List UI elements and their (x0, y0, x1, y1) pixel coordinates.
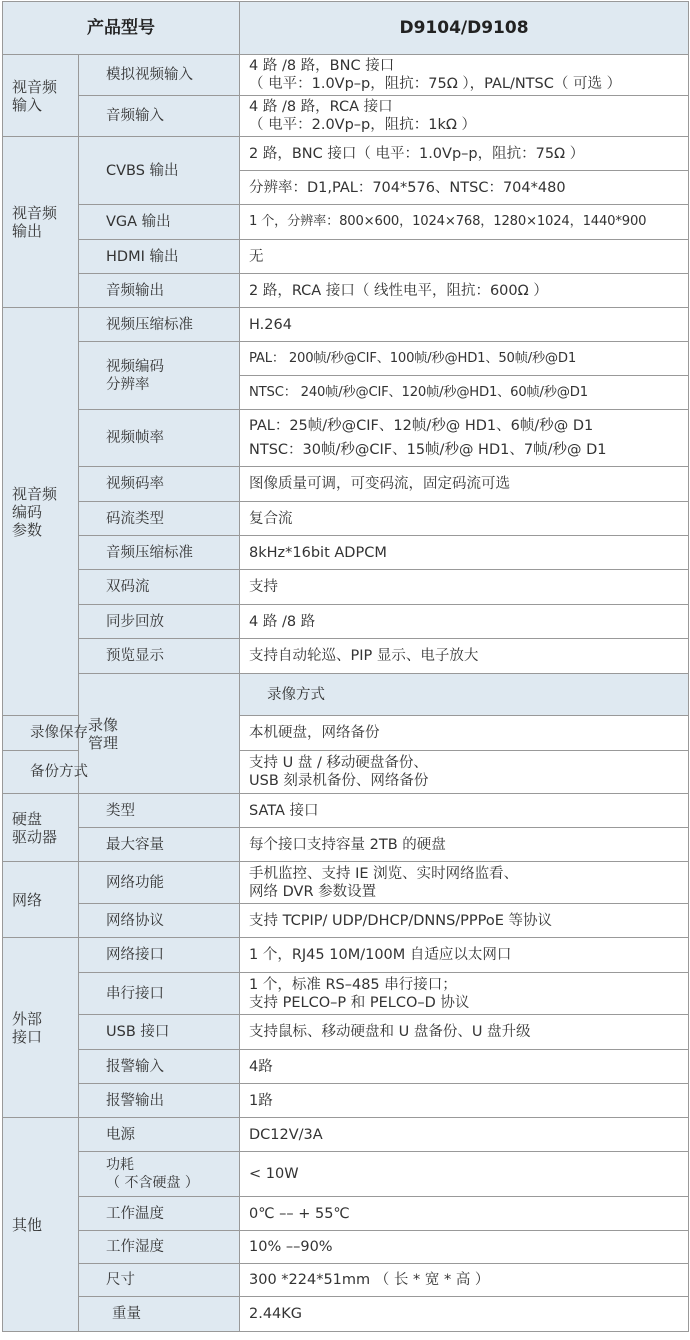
table-row (3, 674, 689, 716)
category-interfaces: 外部 接口 (3, 938, 79, 1118)
table-row (3, 308, 689, 342)
table-row (3, 1197, 689, 1231)
value-weight: 2.44KG (240, 1297, 689, 1332)
value-network-function: 手机监控、支持 IE 浏览、实时网络监看、 网络 DVR 参数设置 (240, 862, 689, 904)
value-humidity: 10% ––90% (240, 1231, 689, 1264)
category-av-output: 视音频 输出 (3, 137, 79, 308)
value-consumption: < 10W (240, 1152, 689, 1197)
table-row (3, 205, 689, 240)
param-sync-playback: 同步回放 (79, 605, 240, 639)
param-network-protocol: 网络协议 (79, 904, 240, 938)
param-power: 电源 (79, 1118, 240, 1152)
param-bitrate: 视频码率 (79, 467, 240, 502)
value-resolution-pal: PAL： 200帧/秒@CIF、100帧/秒@HD1、50帧/秒@D1 (240, 342, 689, 376)
value-audio-compression: 8kHz*16bit ADPCM (240, 536, 689, 570)
table-row (3, 1084, 689, 1118)
value-usb-port: 支持鼠标、移动硬盘和 U 盘备份、U 盘升级 (240, 1015, 689, 1050)
table-row (3, 274, 689, 308)
value-size: 300 *224*51mm （ 长 * 宽 * 高 ） (240, 1264, 689, 1297)
table-row (3, 1297, 689, 1332)
table-row (3, 1231, 689, 1264)
param-hdmi: HDMI 输出 (79, 240, 240, 274)
param-vga: VGA 输出 (79, 205, 240, 240)
param-cvbs: CVBS 输出 (79, 137, 240, 205)
table-row (3, 240, 689, 274)
param-consumption: 功耗 （ 不含硬盘 ） (79, 1152, 240, 1197)
table-row (3, 938, 689, 973)
category-av-input: 视音频 输入 (3, 55, 79, 137)
param-record-storage: 录像保存 (3, 716, 79, 751)
value-cvbs-b: 分辨率：D1,PAL：704*576、NTSC：704*480 (240, 171, 689, 205)
header-row (3, 2, 689, 55)
value-vga: 1 个，分辨率：800×600，1024×768，1280×1024，1440*900 (240, 205, 689, 240)
value-bitrate: 图像质量可调，可变码流，固定码流可选 (240, 467, 689, 502)
param-alarm-out: 报警输出 (79, 1084, 240, 1118)
param-preview: 预览显示 (79, 639, 240, 674)
value-audio-output: 2 路，RCA 接口（ 线性电平，阻抗：600Ω ） (240, 274, 689, 308)
param-alarm-in: 报警输入 (79, 1050, 240, 1084)
param-resolution: 视频编码 分辨率 (79, 342, 240, 410)
spec-table (2, 1, 689, 1332)
param-backup: 备份方式 (3, 751, 79, 794)
value-network-protocol: 支持 TCPIP/ UDP/DHCP/DNNS/PPPoE 等协议 (240, 904, 689, 938)
model-value: D9104/D9108 (240, 2, 689, 55)
param-video-input: 模拟视频输入 (79, 55, 240, 96)
value-compression: H.264 (240, 308, 689, 342)
table-row (3, 1015, 689, 1050)
param-network-port: 网络接口 (79, 938, 240, 973)
param-weight: 重量 (79, 1297, 240, 1332)
table-row (3, 1050, 689, 1084)
table-row (3, 467, 689, 502)
table-row (3, 1264, 689, 1297)
category-recording: 录像 管理 (79, 674, 240, 794)
table-row (3, 536, 689, 570)
table-row (3, 794, 689, 828)
param-hdd-capacity: 最大容量 (79, 828, 240, 862)
value-temperature: 0℃ –– + 55℃ (240, 1197, 689, 1231)
category-network: 网络 (3, 862, 79, 938)
table-row (3, 828, 689, 862)
value-preview: 支持自动轮巡、PIP 显示、电子放大 (240, 639, 689, 674)
table-row (3, 605, 689, 639)
table-row (3, 502, 689, 536)
value-record-storage: 本机硬盘，网络备份 (240, 716, 689, 751)
table-row (3, 904, 689, 938)
value-cvbs-a: 2 路，BNC 接口（ 电平：1.0Vp–p，阻抗：75Ω ） (240, 137, 689, 171)
value-stream-type: 复合流 (240, 502, 689, 536)
value-alarm-in: 4路 (240, 1050, 689, 1084)
table-row (3, 639, 689, 674)
category-encoding: 视音频 编码 参数 (3, 308, 79, 716)
value-serial-port: 1 个，标准 RS–485 串行接口； 支持 PELCO–P 和 PELCO–D 协议 (240, 973, 689, 1015)
value-video-input: 4 路 /8 路，BNC 接口 （ 电平：1.0Vp–p，阻抗：75Ω ），PAL/NTSC（ 可选 ） (240, 55, 689, 96)
table-row (3, 342, 689, 376)
value-sync-playback: 4 路 /8 路 (240, 605, 689, 639)
param-frame-rate: 视频帧率 (79, 410, 240, 467)
value-network-port: 1 个，RJ45 10M/100M 自适应以太网口 (240, 938, 689, 973)
value-power: DC12V/3A (240, 1118, 689, 1152)
value-dual-stream: 支持 (240, 570, 689, 605)
param-record-mode: 录像方式 (240, 674, 689, 716)
table-row (3, 973, 689, 1015)
table-row (3, 137, 689, 171)
category-other: 其他 (3, 1118, 79, 1332)
table-row (3, 410, 689, 467)
table-row (3, 55, 689, 96)
param-serial-port: 串行接口 (79, 973, 240, 1015)
param-dual-stream: 双码流 (79, 570, 240, 605)
value-alarm-out: 1路 (240, 1084, 689, 1118)
table-row (3, 96, 689, 137)
model-label: 产品型号 (3, 2, 240, 55)
value-hdmi: 无 (240, 240, 689, 274)
value-audio-input: 4 路 /8 路，RCA 接口 （ 电平：2.0Vp–p，阻抗：1kΩ ） (240, 96, 689, 137)
value-resolution-ntsc: NTSC： 240帧/秒@CIF、120帧/秒@HD1、60帧/秒@D1 (240, 376, 689, 410)
param-temperature: 工作温度 (79, 1197, 240, 1231)
param-audio-compression: 音频压缩标准 (79, 536, 240, 570)
value-hdd-type: SATA 接口 (240, 794, 689, 828)
param-network-function: 网络功能 (79, 862, 240, 904)
param-humidity: 工作湿度 (79, 1231, 240, 1264)
value-frame-rate: PAL：25帧/秒@CIF、12帧/秒@ HD1、6帧/秒@ D1 NTSC：30帧/秒@CIF、15帧/秒@ HD1、7帧/秒@ D1 (240, 410, 689, 467)
param-hdd-type: 类型 (79, 794, 240, 828)
param-stream-type: 码流类型 (79, 502, 240, 536)
param-usb-port: USB 接口 (79, 1015, 240, 1050)
value-hdd-capacity: 每个接口支持容量 2TB 的硬盘 (240, 828, 689, 862)
table-row (3, 1118, 689, 1152)
value-backup: 支持 U 盘 / 移动硬盘备份、 USB 刻录机备份、网络备份 (240, 751, 689, 794)
table-row (3, 1152, 689, 1197)
table-row (3, 862, 689, 904)
param-size: 尺寸 (79, 1264, 240, 1297)
param-compression: 视频压缩标准 (79, 308, 240, 342)
table-row (3, 570, 689, 605)
category-hdd: 硬盘 驱动器 (3, 794, 79, 862)
param-audio-input: 音频输入 (79, 96, 240, 137)
param-audio-output: 音频输出 (79, 274, 240, 308)
